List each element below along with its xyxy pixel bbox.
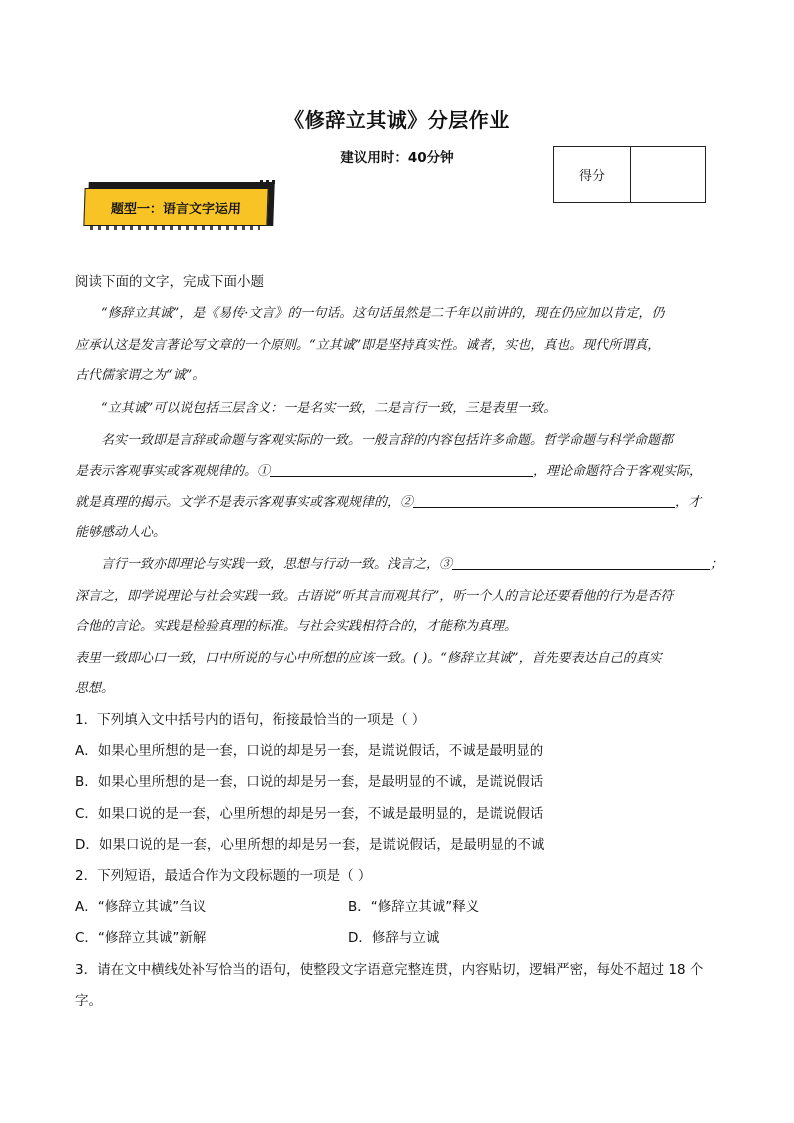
- badge-label: 题型一：语言文字运用: [110, 201, 242, 217]
- question-2-option-c[interactable]: C．“修辞立其诚”新解: [75, 930, 207, 946]
- passage-text: 言行一致亦即理论与实践一致，思想与行动一致。浅言之，③: [101, 557, 453, 572]
- score-label: 得分: [554, 147, 631, 202]
- question-1-option-a[interactable]: A．如果心里所想的是一套，口说的却是另一套，是谎说假话，不诚是最明显的: [75, 743, 544, 759]
- question-3-stem: 3．请在文中横线处补写恰当的语句，使整段文字语意完整连贯，内容贴切，逻辑严密，每处不超过 18 个: [75, 962, 704, 978]
- question-3-stem-cont: 字。: [75, 993, 102, 1009]
- badge-decoration: [260, 180, 278, 184]
- passage-text: ，理论命题符合于客观实际，: [533, 464, 703, 479]
- passage-line: 名实一致即是言辞或命题与客观实际的一致。一般言辞的内容包括许多命题。哲学命题与科学命题都: [101, 433, 674, 448]
- passage-line: 思想。: [75, 681, 115, 696]
- passage-line: 能够感动人心。: [75, 525, 167, 540]
- passage-line: “修辞立其诚”，是《易传·文言》的一句话。这句话虽然是二千年以前讲的，现在仍应加以肯定，仍: [101, 306, 665, 321]
- question-2-option-d[interactable]: D．修辞与立诚: [348, 930, 440, 946]
- passage-text: ；: [710, 557, 724, 572]
- page-title: 《修辞立其诚》分层作业: [284, 108, 510, 132]
- badge-plate: [83, 188, 268, 226]
- question-2-option-a[interactable]: A．“修辞立其诚”刍议: [75, 899, 207, 915]
- answer-blank-2[interactable]: [413, 493, 675, 508]
- passage-text: 就是真理的揭示。文学不是表示客观事实或客观规律的，②: [75, 495, 414, 510]
- question-1-option-c[interactable]: C．如果口说的是一套，心里所想的却是另一套，不诚是最明显的，是谎说假话: [75, 806, 544, 822]
- passage-line-with-blank-2: [75, 491, 701, 510]
- score-box: [553, 146, 706, 203]
- section-badge: [84, 182, 274, 230]
- passage-text: 是表示客观事实或客观规律的。①: [75, 464, 271, 479]
- passage-line-with-blank-3: [101, 553, 723, 572]
- passage-line: 合他的言论。实践是检验真理的标准。与社会实践相符合的，才能称为真理。: [75, 619, 518, 634]
- passage-line: 深言之，即学说理论与社会实践一致。古语说“听其言而观其行”，听一个人的言论还要看他的行为是否符: [75, 589, 674, 604]
- score-value-field[interactable]: [631, 147, 705, 202]
- passage-line: “立其诚”可以说包括三层含义：一是名实一致，二是言行一致，三是表里一致。: [101, 401, 557, 416]
- question-1-option-d[interactable]: D．如果口说的是一套，心里所想的却是另一套，是谎说假话，是最明显的不诚: [75, 837, 545, 853]
- suggested-time: 建议用时：40分钟: [340, 150, 454, 166]
- passage-line-with-blank-1: [75, 460, 702, 479]
- passage-line: 应承认这是发言著论写文章的一个原则。“立其诚”即是坚持真实性。诚者，实也，真也。现代所谓真，: [75, 338, 661, 353]
- passage-instruction: 阅读下面的文字，完成下面小题: [75, 274, 264, 290]
- question-2-option-b[interactable]: B．“修辞立其诚”释义: [348, 899, 480, 915]
- question-2-stem: 2．下列短语，最适合作为文段标题的一项是（ ）: [75, 868, 372, 884]
- passage-text: ，才: [675, 495, 702, 510]
- badge-dots: [90, 226, 260, 230]
- answer-blank-1[interactable]: [270, 462, 533, 477]
- answer-blank-3[interactable]: [452, 555, 710, 570]
- passage-line: 古代儒家谓之为“诚”。: [75, 368, 206, 383]
- question-1-stem: 1．下列填入文中括号内的语句，衔接最恰当的一项是（ ）: [75, 712, 426, 728]
- passage-line: 表里一致即心口一致，口中所说的与心中所想的应该一致。( )。“修辞立其诚”，首先要表达自己的真实: [75, 651, 662, 666]
- question-1-option-b[interactable]: B．如果心里所想的是一套，口说的却是另一套，是最明显的不诚，是谎说假话: [75, 774, 544, 790]
